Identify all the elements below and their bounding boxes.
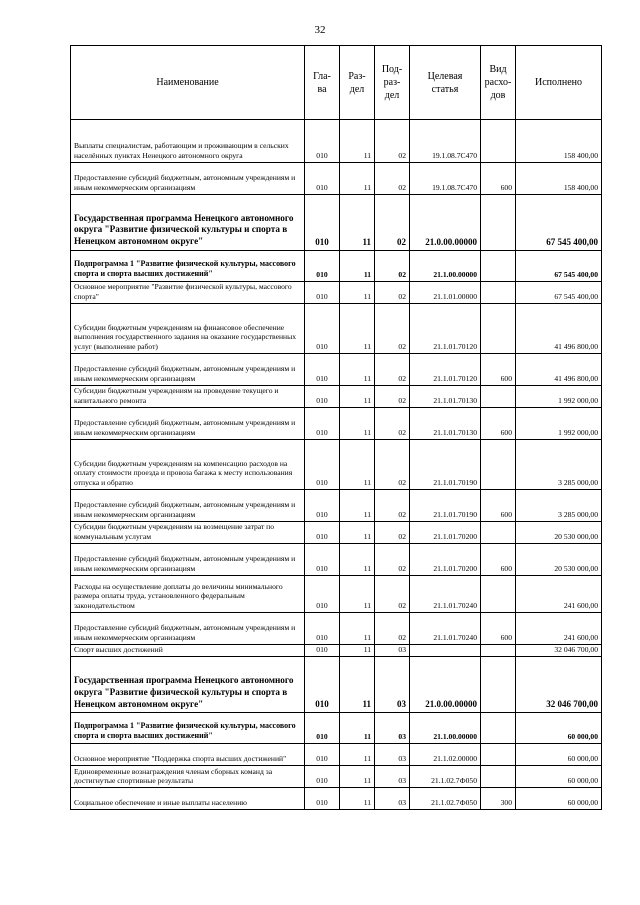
- cell-glava: 010: [305, 744, 340, 766]
- cell-article: 21.1.01.70190: [410, 490, 481, 522]
- table-row: [71, 788, 602, 810]
- cell-razdel: 11: [340, 788, 375, 810]
- cell-executed: 60 000,00: [516, 713, 602, 744]
- table-row: [71, 408, 602, 440]
- cell-vid: [481, 120, 516, 163]
- table-body: [71, 120, 602, 810]
- cell-podrazdel: 02: [375, 490, 410, 522]
- cell-podrazdel: 02: [375, 120, 410, 163]
- cell-glava: 010: [305, 440, 340, 490]
- cell-podrazdel: 03: [375, 713, 410, 744]
- cell-razdel: 11: [340, 490, 375, 522]
- cell-article: 21.1.01.70200: [410, 544, 481, 576]
- cell-name: Расходы на осуществление доплаты до величины минимального размера оплаты труда, установленного федеральным законодательством: [71, 576, 305, 613]
- cell-executed: 158 400,00: [516, 163, 602, 195]
- cell-article: [410, 645, 481, 657]
- cell-podrazdel: 03: [375, 788, 410, 810]
- cell-executed: 60 000,00: [516, 744, 602, 766]
- cell-executed: 32 046 700,00: [516, 657, 602, 713]
- cell-razdel: 11: [340, 251, 375, 282]
- cell-razdel: 11: [340, 713, 375, 744]
- cell-glava: 010: [305, 304, 340, 354]
- cell-article: 21.1.01.00000: [410, 282, 481, 304]
- cell-glava: 010: [305, 645, 340, 657]
- cell-glava: 010: [305, 713, 340, 744]
- cell-article: 21.1.02.7Ф050: [410, 788, 481, 810]
- cell-article: 21.1.01.70190: [410, 440, 481, 490]
- cell-executed: 241 600,00: [516, 613, 602, 645]
- cell-razdel: 11: [340, 613, 375, 645]
- cell-vid: [481, 657, 516, 713]
- cell-article: 21.1.01.70120: [410, 304, 481, 354]
- cell-article: 21.1.02.00000: [410, 744, 481, 766]
- cell-vid: [481, 440, 516, 490]
- cell-glava: 010: [305, 613, 340, 645]
- cell-vid: 600: [481, 354, 516, 386]
- table-row: [71, 163, 602, 195]
- cell-article: 19.1.08.7С470: [410, 163, 481, 195]
- table-row: [71, 544, 602, 576]
- cell-podrazdel: 02: [375, 251, 410, 282]
- cell-podrazdel: 02: [375, 354, 410, 386]
- cell-vid: [481, 522, 516, 544]
- col-header-glava: Гла- ва: [305, 46, 340, 120]
- cell-name: Единовременные вознаграждения членам сборных команд за достигнутые спортивные результаты: [71, 766, 305, 788]
- cell-glava: 010: [305, 386, 340, 408]
- cell-name: Социальное обеспечение и иные выплаты населению: [71, 788, 305, 810]
- cell-vid: [481, 304, 516, 354]
- cell-executed: 67 545 400,00: [516, 251, 602, 282]
- cell-razdel: 11: [340, 522, 375, 544]
- cell-vid: 600: [481, 163, 516, 195]
- cell-vid: [481, 195, 516, 251]
- cell-vid: 600: [481, 613, 516, 645]
- cell-vid: [481, 744, 516, 766]
- cell-name: Предоставление субсидий бюджетным, автономным учреждениям и иным некоммерческим организациям: [71, 354, 305, 386]
- cell-podrazdel: 02: [375, 613, 410, 645]
- col-header-executed: Исполнено: [516, 46, 602, 120]
- cell-glava: 010: [305, 195, 340, 251]
- cell-executed: 20 530 000,00: [516, 544, 602, 576]
- cell-executed: 1 992 000,00: [516, 386, 602, 408]
- cell-executed: 3 285 000,00: [516, 490, 602, 522]
- cell-name: Государственная программа Ненецкого автономного округа "Развитие физической культуры и спорта в Ненецком автономном округе": [71, 195, 305, 251]
- cell-name: Предоставление субсидий бюджетным, автономным учреждениям и иным некоммерческим организациям: [71, 490, 305, 522]
- cell-glava: 010: [305, 282, 340, 304]
- cell-name: Предоставление субсидий бюджетным, автономным учреждениям и иным некоммерческим организациям: [71, 163, 305, 195]
- page-number: 32: [314, 24, 326, 36]
- cell-glava: 010: [305, 544, 340, 576]
- col-header-podrazdel: Под- раз- дел: [375, 46, 410, 120]
- cell-podrazdel: 03: [375, 766, 410, 788]
- cell-podrazdel: 02: [375, 282, 410, 304]
- cell-podrazdel: 03: [375, 645, 410, 657]
- cell-podrazdel: 02: [375, 408, 410, 440]
- table-row: [71, 440, 602, 490]
- table-row: [71, 713, 602, 744]
- cell-vid: [481, 645, 516, 657]
- cell-vid: 600: [481, 408, 516, 440]
- table-row: [71, 490, 602, 522]
- cell-name: Субсидии бюджетным учреждениям на компенсацию расходов на оплату стоимости проезда и провоза багажа к месту использования отпуска и обратно: [71, 440, 305, 490]
- cell-glava: 010: [305, 408, 340, 440]
- cell-glava: 010: [305, 522, 340, 544]
- table-row: [71, 766, 602, 788]
- col-header-name: Наименование: [71, 46, 305, 120]
- cell-article: 21.1.01.70240: [410, 613, 481, 645]
- cell-executed: 60 000,00: [516, 788, 602, 810]
- cell-podrazdel: 03: [375, 657, 410, 713]
- cell-vid: 600: [481, 490, 516, 522]
- cell-article: 21.1.01.70200: [410, 522, 481, 544]
- cell-vid: [481, 386, 516, 408]
- cell-razdel: 11: [340, 576, 375, 613]
- cell-name: Основное мероприятие "Поддержка спорта высших достижений": [71, 744, 305, 766]
- cell-name: Субсидии бюджетным учреждениям на возмещение затрат по коммунальным услугам: [71, 522, 305, 544]
- cell-executed: 67 545 400,00: [516, 282, 602, 304]
- cell-executed: 60 000,00: [516, 766, 602, 788]
- cell-razdel: 11: [340, 120, 375, 163]
- cell-article: 21.1.01.70130: [410, 386, 481, 408]
- table-row: [71, 251, 602, 282]
- table-row: [71, 522, 602, 544]
- cell-vid: [481, 766, 516, 788]
- cell-razdel: 11: [340, 657, 375, 713]
- cell-razdel: 11: [340, 544, 375, 576]
- cell-name: Субсидии бюджетным учреждениям на финансовое обеспечение выполнения государственного задания на оказание государственных услуг (выполнение работ): [71, 304, 305, 354]
- cell-article: 21.1.00.00000: [410, 251, 481, 282]
- cell-podrazdel: 02: [375, 163, 410, 195]
- cell-glava: 010: [305, 788, 340, 810]
- cell-glava: 010: [305, 657, 340, 713]
- cell-podrazdel: 02: [375, 544, 410, 576]
- cell-name: Предоставление субсидий бюджетным, автономным учреждениям и иным некоммерческим организациям: [71, 613, 305, 645]
- table-row: [71, 613, 602, 645]
- cell-executed: 158 400,00: [516, 120, 602, 163]
- cell-vid: [481, 713, 516, 744]
- cell-razdel: 11: [340, 163, 375, 195]
- table-row: [71, 645, 602, 657]
- table-row: [71, 576, 602, 613]
- cell-glava: 010: [305, 490, 340, 522]
- cell-vid: [481, 251, 516, 282]
- cell-glava: 010: [305, 163, 340, 195]
- cell-name: Подпрограмма 1 "Развитие физической культуры, массового спорта и спорта высших достижений": [71, 251, 305, 282]
- cell-razdel: 11: [340, 645, 375, 657]
- cell-executed: 41 496 800,00: [516, 304, 602, 354]
- cell-name: Спорт высших достижений: [71, 645, 305, 657]
- cell-name: Предоставление субсидий бюджетным, автономным учреждениям и иным некоммерческим организациям: [71, 544, 305, 576]
- cell-article: 21.1.02.7Ф050: [410, 766, 481, 788]
- cell-name: Подпрограмма 1 "Развитие физической культуры, массового спорта и спорта высших достижений": [71, 713, 305, 744]
- cell-podrazdel: 02: [375, 386, 410, 408]
- table-row: [71, 354, 602, 386]
- cell-article: 21.1.00.00000: [410, 713, 481, 744]
- col-header-razdel: Раз- дел: [340, 46, 375, 120]
- cell-razdel: 11: [340, 440, 375, 490]
- table-row: [71, 386, 602, 408]
- cell-podrazdel: 02: [375, 522, 410, 544]
- cell-glava: 010: [305, 766, 340, 788]
- cell-article: 21.1.01.70120: [410, 354, 481, 386]
- cell-razdel: 11: [340, 744, 375, 766]
- cell-podrazdel: 03: [375, 744, 410, 766]
- cell-name: Выплаты специалистам, работающим и проживающим в сельских населённых пунктах Ненецкого автономного округа: [71, 120, 305, 163]
- table-row: [71, 744, 602, 766]
- col-header-vid: Вид расхо- дов: [481, 46, 516, 120]
- table-row: [71, 657, 602, 713]
- budget-table: [70, 45, 602, 810]
- table-row: [71, 195, 602, 251]
- cell-razdel: 11: [340, 304, 375, 354]
- cell-article: 21.1.01.70130: [410, 408, 481, 440]
- cell-executed: 241 600,00: [516, 576, 602, 613]
- cell-vid: [481, 282, 516, 304]
- cell-razdel: 11: [340, 408, 375, 440]
- cell-article: 21.0.00.00000: [410, 195, 481, 251]
- cell-razdel: 11: [340, 195, 375, 251]
- cell-name: Предоставление субсидий бюджетным, автономным учреждениям и иным некоммерческим организациям: [71, 408, 305, 440]
- cell-vid: 600: [481, 544, 516, 576]
- cell-executed: 41 496 800,00: [516, 354, 602, 386]
- cell-name: Субсидии бюджетным учреждениям на проведение текущего и капитального ремонта: [71, 386, 305, 408]
- cell-name: Государственная программа Ненецкого автономного округа "Развитие физической культуры и спорта в Ненецком автономном округе": [71, 657, 305, 713]
- cell-glava: 010: [305, 354, 340, 386]
- cell-executed: 3 285 000,00: [516, 440, 602, 490]
- cell-glava: 010: [305, 251, 340, 282]
- cell-glava: 010: [305, 576, 340, 613]
- table-row: [71, 282, 602, 304]
- cell-executed: 1 992 000,00: [516, 408, 602, 440]
- table-row: [71, 304, 602, 354]
- cell-razdel: 11: [340, 354, 375, 386]
- cell-executed: 32 046 700,00: [516, 645, 602, 657]
- cell-article: 21.1.01.70240: [410, 576, 481, 613]
- cell-vid: [481, 576, 516, 613]
- cell-razdel: 11: [340, 766, 375, 788]
- cell-executed: 20 530 000,00: [516, 522, 602, 544]
- col-header-article: Целевая статья: [410, 46, 481, 120]
- table-header: [71, 46, 602, 120]
- cell-vid: 300: [481, 788, 516, 810]
- cell-article: 21.0.00.00000: [410, 657, 481, 713]
- cell-glava: 010: [305, 120, 340, 163]
- cell-podrazdel: 02: [375, 195, 410, 251]
- cell-article: 19.1.08.7С470: [410, 120, 481, 163]
- cell-executed: 67 545 400,00: [516, 195, 602, 251]
- cell-razdel: 11: [340, 386, 375, 408]
- cell-podrazdel: 02: [375, 440, 410, 490]
- cell-podrazdel: 02: [375, 576, 410, 613]
- table-row: [71, 120, 602, 163]
- cell-razdel: 11: [340, 282, 375, 304]
- cell-podrazdel: 02: [375, 304, 410, 354]
- cell-name: Основное мероприятие "Развитие физической культуры, массового спорта": [71, 282, 305, 304]
